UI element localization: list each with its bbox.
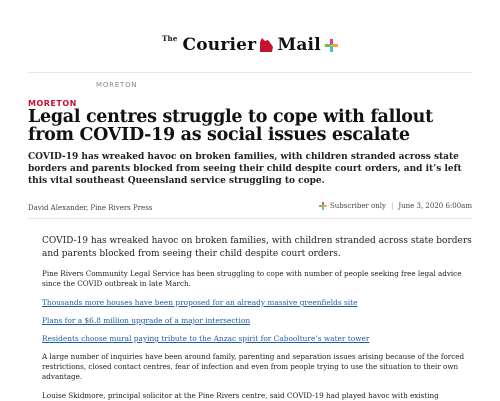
section-kicker[interactable]: MORETON [28,99,77,108]
article-standfirst: COVID-19 has wreaked havoc on broken families, with children stranded across state borders and parents blocked from seeing their child despite court orders, and it’s left this vital southeast Queensland service struggling to cope. [28,152,462,186]
article-lead: COVID-19 has wreaked havoc on broken families, with children stranded across state borders and parents blocked from seeing their child despite court orders. [42,236,472,259]
logo-word-mail: Mail [277,35,321,55]
article-paragraph: Louise Skidmore, principal solicitor at the Pine Rivers centre, said COVID-19 had played havoc with existing [42,391,439,400]
plus-icon [325,39,338,52]
logo-prefix: The [162,33,178,43]
breadcrumb[interactable]: MORETON [96,81,138,89]
article-meta [319,202,472,210]
subscriber-plus-icon [319,202,327,210]
meta-separator: | [390,202,394,210]
article-paragraph: A large number of inquiries have been around family, parenting and separation issues arising because of the forced restrictions, closed contact centres, fear of infection and even from people trying to use the situation to their own advantage. [42,352,465,381]
article-headline: Legal centres struggle to cope with fallout from COVID-19 as social issues escalate [28,107,433,145]
article-paragraph: Pine Rivers Community Legal Service has been struggling to cope with number of people seeking free legal advice since the COVID outbreak in late March. [42,269,462,288]
publish-date: June 3, 2020 6:00am [398,202,472,210]
related-link[interactable]: Residents choose mural paying tribute to the Anzac spirit for Caboolture’s water tower [42,334,370,343]
subscriber-only-label: Subscriber only [329,202,386,210]
related-link[interactable]: Thousands more houses have been proposed for an already massive greenfields site [42,298,358,307]
logo-word-courier: Courier [182,35,257,55]
header-divider [28,72,472,73]
courier-mail-logo[interactable] [162,35,338,55]
queensland-map-icon [260,38,273,52]
byline: David Alexander, Pine Rivers Press [28,204,153,212]
article-divider [28,218,472,219]
masthead [0,30,500,60]
related-link[interactable]: Plans for a $6.8 million upgrade of a major intersection [42,316,251,325]
